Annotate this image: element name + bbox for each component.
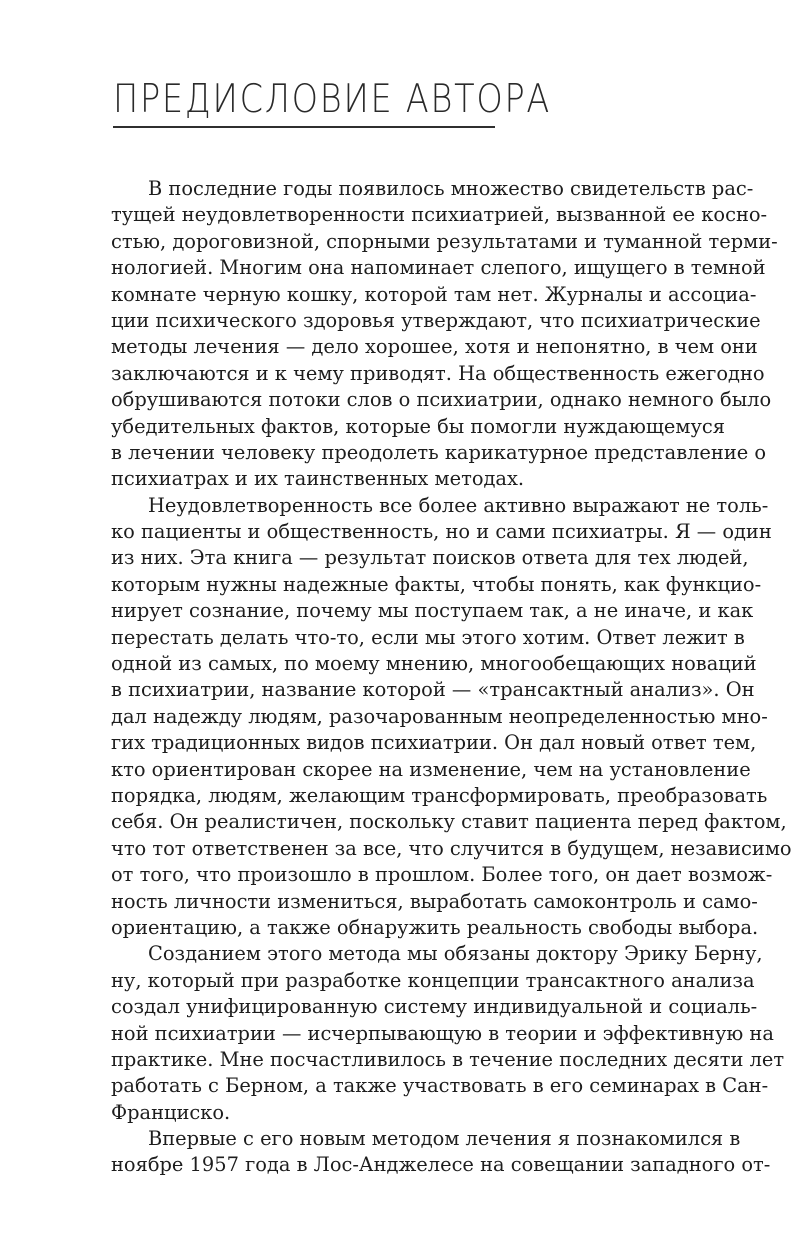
text-line: Впервые с его новым методом лечения я познакомился в <box>148 1127 741 1151</box>
text-line: из них. Эта книга — результат поисков ответа для тех людей, <box>111 546 749 570</box>
body-text <box>111 176 792 1179</box>
text-line: перестать делать что-то, если мы этого хотим. Ответ лежит в <box>111 625 745 649</box>
text-line: от того, что произошло в прошлом. Более того, он дает возмож- <box>111 863 773 887</box>
text-line: порядка, людям, желающим трансформировать, преобразовать <box>111 783 768 807</box>
text-line: обрушиваются потоки слов о психиатрии, однако немного было <box>111 388 772 412</box>
text-line: ко пациенты и общественность, но и сами психиатры. Я — один <box>111 520 772 544</box>
text-line: что тот ответственен за все, что случится в будущем, независимо <box>111 836 792 860</box>
text-line: ноябре 1957 года в Лос-Анджелесе на совещании западного от- <box>111 1153 771 1177</box>
text-line: кто ориентирован скорее на изменение, чем на установление <box>111 757 751 781</box>
text-line: психиатрах и их таинственных методах. <box>111 467 525 491</box>
text-line: Франциско. <box>111 1100 231 1124</box>
text-line: ность личности измениться, выработать самоконтроль и само- <box>111 889 758 913</box>
text-line: комнате черную кошку, которой там нет. Журналы и ассоциа- <box>111 282 757 306</box>
text-line: убедительных фактов, которые бы помогли нуждающемуся <box>111 414 725 438</box>
text-line: себя. Он реалистичен, поскольку ставит пациента перед фактом, <box>111 810 787 834</box>
text-line: дал надежду людям, разочарованным неопределенностью мно- <box>111 704 768 728</box>
text-line: в психиатрии, название которой — «трансактный анализ». Он <box>111 678 755 702</box>
text-line: гих традиционных видов психиатрии. Он дал новый ответ тем, <box>111 731 757 755</box>
text-line: создал унифицированную систему индивидуальной и социаль- <box>111 995 758 1019</box>
text-line: ну, который при разработке концепции трансактного анализа <box>111 968 755 992</box>
text-line: практике. Мне посчастливилось в течение последних десяти лет <box>111 1047 785 1071</box>
text-line: в лечении человеку преодолеть карикатурное представление о <box>111 440 767 464</box>
text-line: которым нужны надежные факты, чтобы понять, как функцио- <box>111 572 762 596</box>
text-line: заключаются и к чему приводят. На общественность ежегодно <box>111 361 765 385</box>
text-line: ориентацию, а также обнаружить реальность свободы выбора. <box>111 915 759 939</box>
text-line: нирует сознание, почему мы поступаем так, а не иначе, и как <box>111 599 754 623</box>
text-line: нологией. Многим она напоминает слепого, ищущего в темной <box>111 256 766 280</box>
text-line: Неудовлетворенность все более активно выражают не толь- <box>148 493 769 517</box>
text-line: стью, дороговизной, спорными результатами и туманной терми- <box>111 229 778 253</box>
text-line: методы лечения — дело хорошее, хотя и непонятно, в чем они <box>111 335 758 359</box>
chapter-title: ПРЕДИСЛОВИЕ АВТОРА <box>113 77 552 122</box>
text-line: одной из самых, по моему мнению, многообещающих новаций <box>111 652 757 676</box>
text-line: ной психиатрии — исчерпывающую в теории и эффективную на <box>111 1021 774 1045</box>
text-line: Созданием этого метода мы обязаны доктору Эрику Берну, <box>148 942 763 966</box>
text-line: ции психического здоровья утверждают, что психиатрические <box>111 308 761 332</box>
text-line: тущей неудовлетворенности психиатрией, вызванной ее косно- <box>111 203 768 227</box>
title-underline <box>113 126 495 128</box>
text-line: работать с Берном, а также участвовать в его семинарах в Сан- <box>111 1074 769 1098</box>
text-line: В последние годы появилось множество свидетельств рас- <box>148 177 754 200</box>
